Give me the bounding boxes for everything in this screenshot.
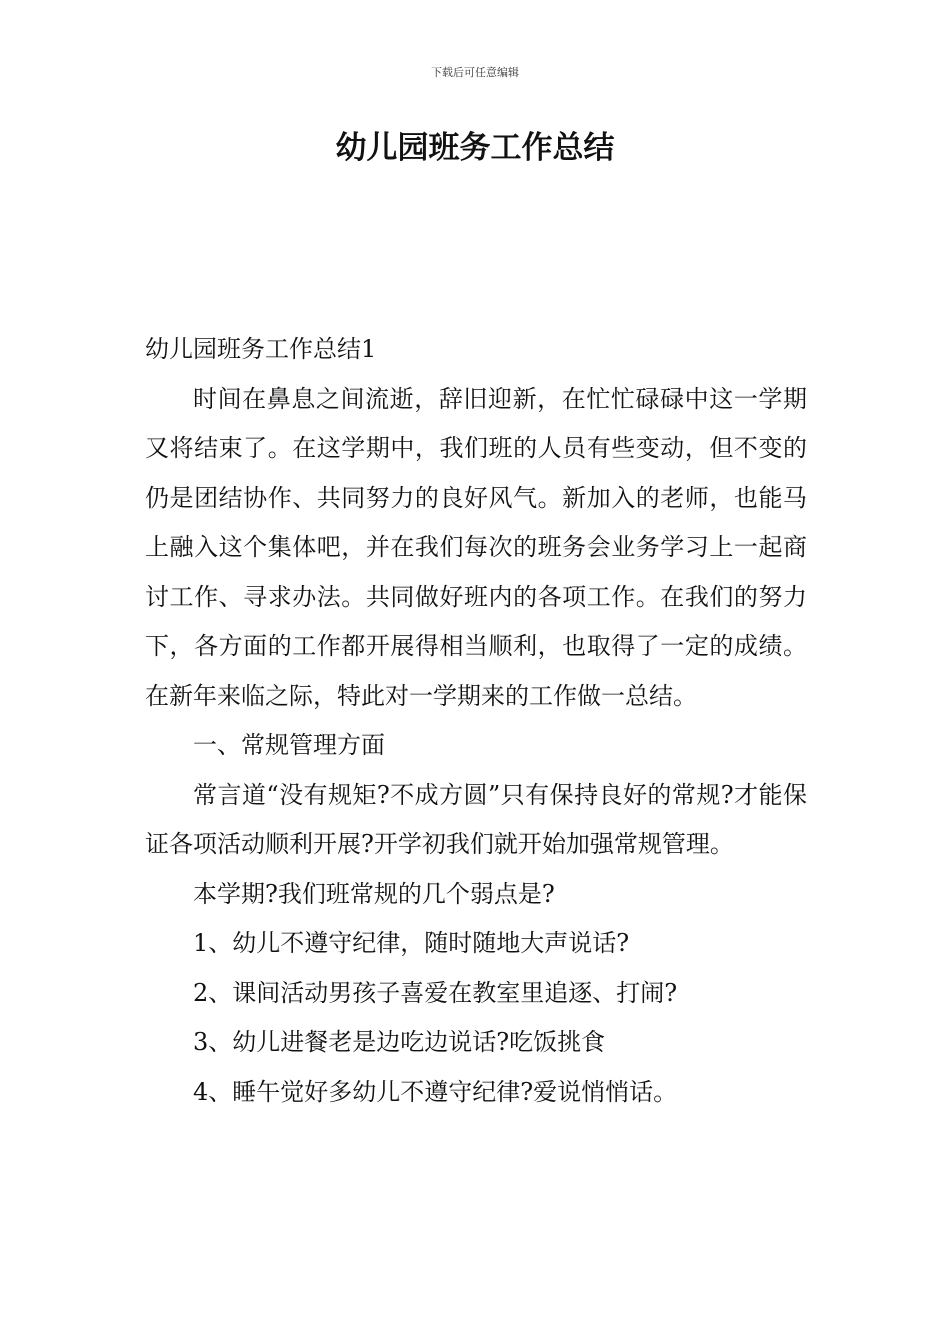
paragraph-weaknesses-intro: 本学期?我们班常规的几个弱点是?	[193, 879, 555, 908]
subheading-routine-management: 一、常规管理方面	[193, 731, 385, 759]
paragraph-intro: 时间在鼻息之间流逝，辞旧迎新，在忙忙碌碌中这一学期又将结束了。在这学期中，我们班的人员有些变动，但不变的仍是团结协作、共同努力的良好风气。新加入的老师，也能马上融入这个集体吧，并在我们每次的班务会业务学习上一起商讨工作、寻求办法。共同做好班内的各项工作。在我们的努力下，各方面的工作都开展得相当顺利，也取得了一定的成绩。在新年来临之际，特此对一学期来的工作做一总结。	[145, 384, 807, 710]
section-heading: 幼儿园班务工作总结1	[145, 335, 377, 363]
list-item: 3、幼儿进餐老是边吃边说话?吃饭挑食	[193, 1028, 606, 1056]
paragraph-routine: 常言道“没有规矩?不成方圆”只有保持良好的常规?才能保证各项活动顺利开展?开学初我们就开始加强常规管理。	[145, 780, 807, 858]
document-title: 幼儿园班务工作总结	[335, 130, 615, 166]
list-item: 2、课间活动男孩子喜爱在教室里追逐、打闹?	[193, 978, 678, 1007]
header-note: 下载后可任意编辑	[431, 66, 519, 79]
document-body	[145, 325, 807, 1117]
list-item: 4、睡午觉好多幼儿不遵守纪律?爱说悄悄话。	[193, 1077, 678, 1106]
list-item: 1、幼儿不遵守纪律，随时随地大声说话?	[193, 929, 630, 957]
